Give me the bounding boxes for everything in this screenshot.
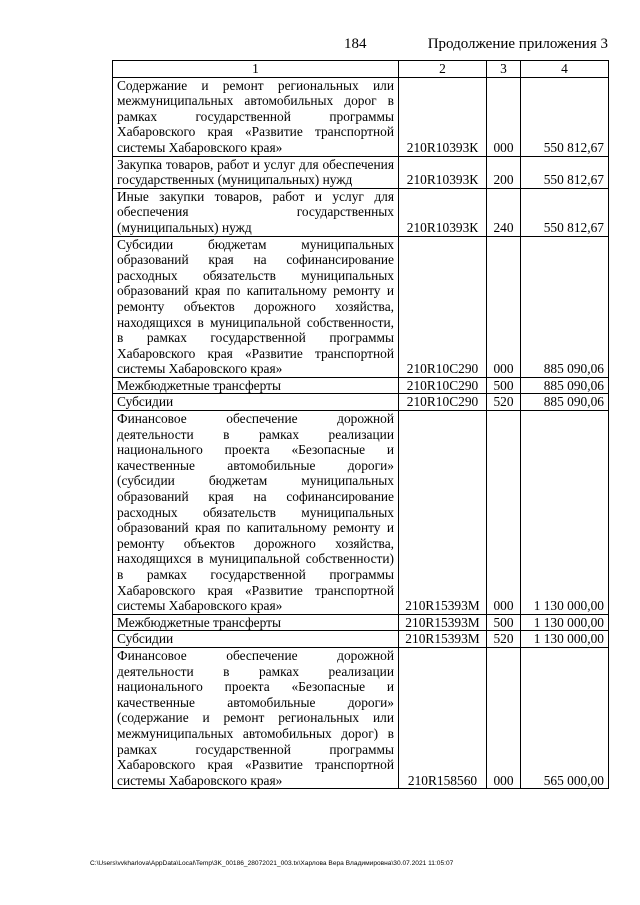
- column-number: 3: [487, 61, 521, 78]
- budget-table: [112, 60, 609, 789]
- row-group: 200: [487, 156, 521, 188]
- table-row: [113, 647, 609, 788]
- row-amount: 885 090,06: [521, 377, 609, 394]
- row-amount: 550 812,67: [521, 77, 609, 156]
- table-row: [113, 631, 609, 648]
- row-group: 000: [487, 236, 521, 377]
- row-code: 210R158560: [399, 647, 487, 788]
- row-name: Финансовое обеспечение дорожной деятельности в рамках реализации национального проекта «Безопасные и качественные автомобильные дороги» (субсидии бюджетам муниципальных образований края на софинансирование расходных обязательств муниципальных образований края по капитальному ремонту и ремонту объектов дорожного хозяйства, находящихся в муниципальной собственности) в рамках государственной программы Хабаровского края «Развитие транспортной системы Хабаровского края»: [113, 411, 399, 615]
- row-amount: 550 812,67: [521, 156, 609, 188]
- row-group: 520: [487, 394, 521, 411]
- row-group: 000: [487, 411, 521, 615]
- row-code: 210R15393М: [399, 614, 487, 631]
- table-row: [113, 394, 609, 411]
- row-code: 210R10С290: [399, 394, 487, 411]
- table-row: [113, 411, 609, 615]
- table-row: [113, 236, 609, 377]
- row-name: Финансовое обеспечение дорожной деятельности в рамках реализации национального проекта «Безопасные и качественные автомобильные дороги» (содержание и ремонт региональных или межмуниципальных автомобильных дорог) в рамках государственной программы Хабаровского края «Развитие транспортной системы Хабаровского края»: [113, 647, 399, 788]
- continuation-title: Продолжение приложения 3: [427, 36, 608, 52]
- table-row: [113, 156, 609, 188]
- row-name: Субсидии бюджетам муниципальных образований края на софинансирование расходных обязательств муниципальных образований края по капитальному ремонту и ремонту объектов дорожного хозяйства, находящихся в муниципальной собственности, в рамках государственной программы Хабаровского края «Развитие транспортной системы Хабаровского края»: [113, 236, 399, 377]
- table-row: [113, 614, 609, 631]
- column-number: 2: [399, 61, 487, 78]
- row-group: 000: [487, 647, 521, 788]
- row-name: Межбюджетные трансферты: [113, 377, 399, 394]
- row-code: 210R10393К: [399, 77, 487, 156]
- file-path-footer: C:\Users\vvkharlova\AppData\Local\Temp\3K_00186_28072021_003.tx\Харлова Вера Владимировна\30.07.2021 11:05:07: [90, 860, 454, 867]
- column-number: 1: [113, 61, 399, 78]
- page-number: 184: [344, 36, 367, 52]
- row-group: 000: [487, 77, 521, 156]
- row-group: 500: [487, 377, 521, 394]
- table-row: [113, 188, 609, 236]
- column-number-row: [113, 61, 609, 78]
- row-name: Содержание и ремонт региональных или межмуниципальных автомобильных дорог в рамках государственной программы Хабаровского края «Развитие транспортной системы Хабаровского края»: [113, 77, 399, 156]
- row-name: Субсидии: [113, 631, 399, 648]
- column-number: 4: [521, 61, 609, 78]
- row-amount: 1 130 000,00: [521, 631, 609, 648]
- row-code: 210R10393К: [399, 188, 487, 236]
- row-amount: 565 000,00: [521, 647, 609, 788]
- row-amount: 1 130 000,00: [521, 411, 609, 615]
- row-group: 500: [487, 614, 521, 631]
- row-group: 520: [487, 631, 521, 648]
- row-amount: 885 090,06: [521, 394, 609, 411]
- row-code: 210R15393М: [399, 411, 487, 615]
- row-code: 210R10С290: [399, 236, 487, 377]
- page-header: [112, 36, 608, 56]
- row-amount: 1 130 000,00: [521, 614, 609, 631]
- row-amount: 550 812,67: [521, 188, 609, 236]
- table-row: [113, 377, 609, 394]
- row-code: 210R10С290: [399, 377, 487, 394]
- row-name: Субсидии: [113, 394, 399, 411]
- table-row: [113, 77, 609, 156]
- row-amount: 885 090,06: [521, 236, 609, 377]
- row-name: Межбюджетные трансферты: [113, 614, 399, 631]
- row-group: 240: [487, 188, 521, 236]
- row-code: 210R10393К: [399, 156, 487, 188]
- row-name: Иные закупки товаров, работ и услуг для обеспечения государственных (муниципальных) нужд: [113, 188, 399, 236]
- row-code: 210R15393М: [399, 631, 487, 648]
- row-name: Закупка товаров, работ и услуг для обеспечения государственных (муниципальных) нужд: [113, 156, 399, 188]
